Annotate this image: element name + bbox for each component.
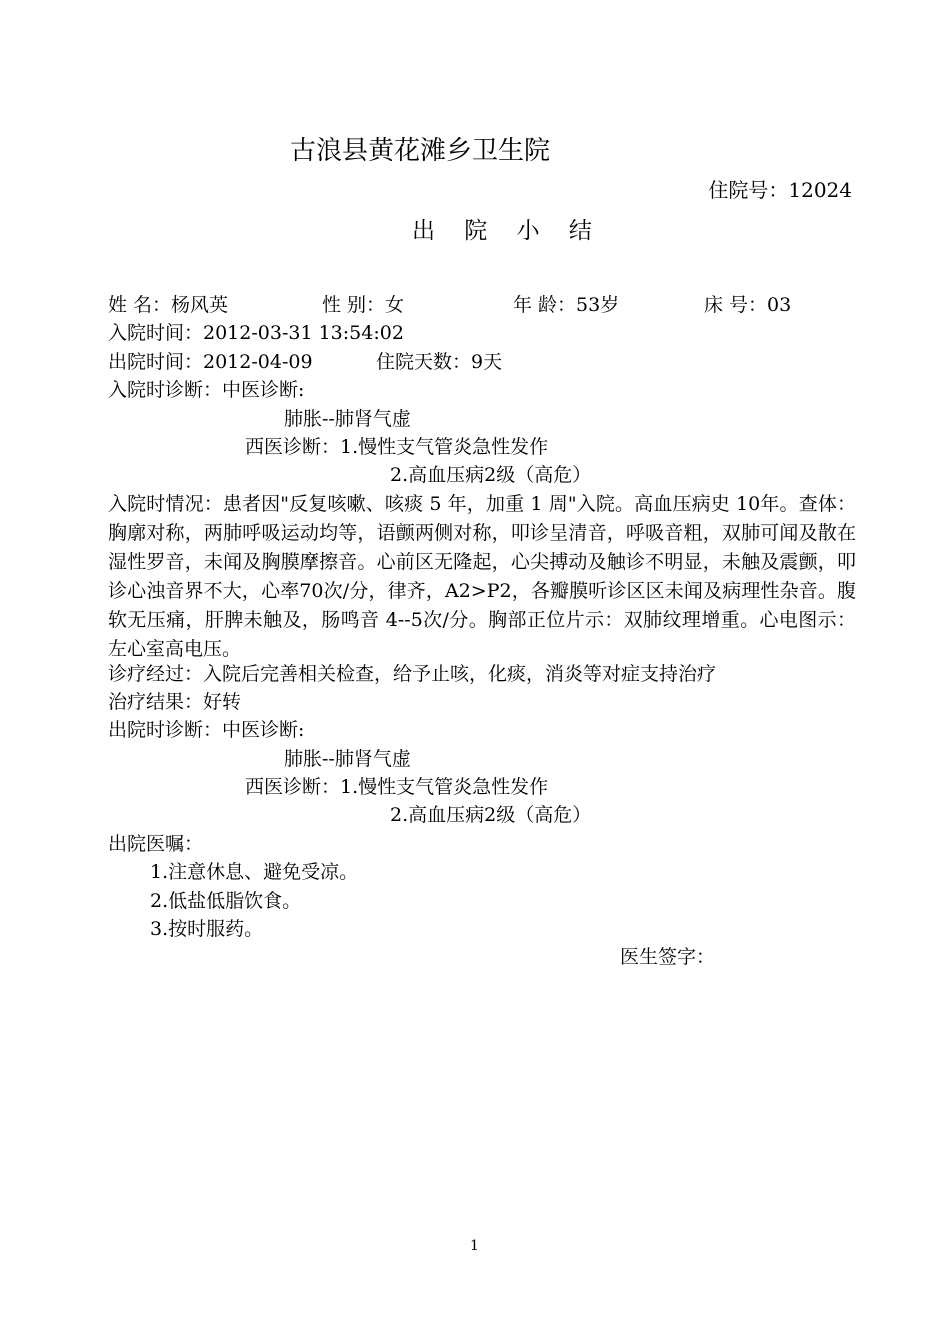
advice-item: 1.注意休息、避免受凉。 (150, 861, 359, 883)
advice-item: 2.低盐低脂饮食。 (150, 890, 302, 912)
doctor-signature-label: 医生签字： (620, 946, 716, 968)
discharge-advice-label: 出院医嘱： (108, 833, 204, 855)
hospital-name: 古浪县黄花滩乡卫生院 (290, 136, 551, 166)
admission-number: 住院号：12024 (708, 178, 852, 202)
admission-western-diagnosis-1: 西医诊断：1.慢性支气管炎急性发作 (245, 436, 549, 458)
discharge-tcm-diagnosis: 肺胀--肺肾气虚 (284, 748, 411, 770)
admit-time: 入院时间：2012-03-31 13:54:02 (108, 322, 404, 344)
discharge-diagnosis-label: 出院时诊断：中医诊断: (108, 719, 305, 741)
discharge-western-diagnosis-1: 西医诊断：1.慢性支气管炎急性发作 (245, 776, 549, 798)
patient-name: 姓 名：杨风英 (108, 294, 229, 316)
treatment-course: 诊疗经过：入院后完善相关检查，给予止咳，化痰，消炎等对症支持治疗 (108, 663, 717, 685)
treatment-result: 治疗结果：好转 (108, 691, 242, 713)
patient-age: 年 龄：53岁 (513, 294, 620, 316)
discharge-time: 出院时间：2012-04-09 (108, 351, 313, 373)
admission-western-diagnosis-2: 2.高血压病2级（高危） (390, 464, 592, 486)
patient-gender: 性 别：女 (322, 294, 405, 316)
document-title: 出 院 小 结 (412, 218, 603, 244)
patient-bed: 床 号：03 (704, 294, 792, 316)
admission-diagnosis-label: 入院时诊断：中医诊断: (108, 379, 305, 401)
page-number: 1 (470, 1238, 479, 1254)
admission-condition: 入院时情况：患者因"反复咳嗽、咳痰 5 年，加重 1 周"入院。高血压病史 10年。查体：胸廓对称，两肺呼吸运动均等，语颤两侧对称，叩诊呈清音，呼吸音粗，双肺可闻及散在湿性罗音，未闻及胸膜摩擦音。心前区无隆起，心尖搏动及触诊不明显，未触及震颤，叩诊心浊音界不大，心率70次/分，律齐，A2>P2，各瓣膜听诊区区未闻及病理性杂音。腹软无压痛，肝脾未触及，肠鸣音 4--5次/分。胸部正位片示：双肺纹理增重。心电图示：左心室高电压。 (108, 493, 856, 660)
stay-days: 住院天数：9天 (376, 351, 503, 373)
advice-item: 3.按时服药。 (150, 918, 264, 940)
discharge-western-diagnosis-2: 2.高血压病2级（高危） (390, 804, 592, 826)
admission-tcm-diagnosis: 肺胀--肺肾气虚 (284, 408, 411, 430)
